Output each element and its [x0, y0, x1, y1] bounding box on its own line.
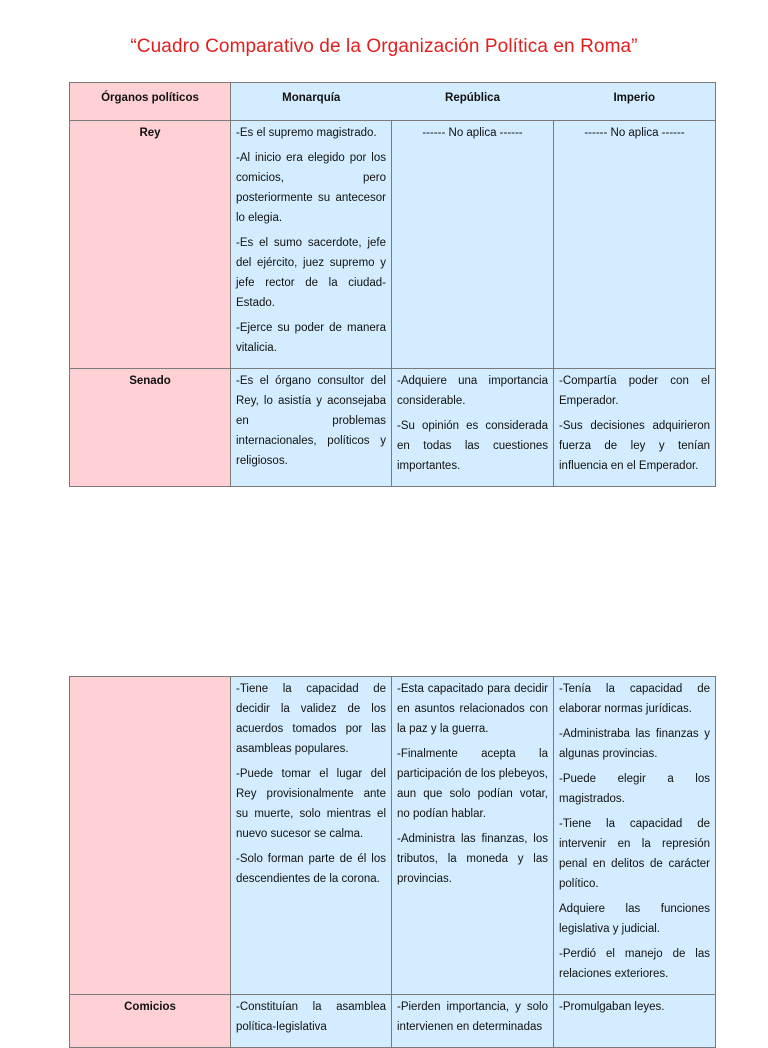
cell-paragraph: -Compartía poder con el Emperador. — [559, 375, 710, 407]
monarquia-cell — [231, 369, 392, 487]
republica-cell — [392, 677, 554, 995]
cell-paragraph: -Administraba las finanzas y algunas provincias. — [559, 728, 710, 760]
cell-paragraph: ------ No aplica ------ — [584, 127, 685, 139]
cell-paragraph: -Es el sumo sacerdote, jefe del ejército, juez supremo y jefe rector de la ciudad-Estado. — [236, 237, 386, 309]
cell-paragraph: -Puede elegir a los magistrados. — [559, 773, 710, 805]
cell-paragraph: ------ No aplica ------ — [422, 127, 523, 139]
cell-paragraph: -Su opinión es considerada en todas las cuestiones importantes. — [397, 420, 548, 472]
cell-paragraph: -Administra las finanzas, los tributos, la moneda y las provincias. — [397, 833, 548, 885]
imperio-cell — [554, 121, 716, 369]
header-imperio: Imperio — [554, 83, 716, 121]
cell-paragraph: Adquiere las funciones legislativa y judicial. — [559, 903, 710, 935]
cell-paragraph: -Ejerce su poder de manera vitalicia. — [236, 322, 386, 354]
cell-paragraph: -Es el órgano consultor del Rey, lo asistía y aconsejaba en problemas internacionales, políticos y religiosos. — [236, 375, 386, 467]
monarquia-cell — [231, 121, 392, 369]
cell-paragraph: -Es el supremo magistrado. — [236, 127, 377, 139]
table-row — [70, 995, 716, 1048]
monarquia-cell — [231, 677, 392, 995]
table-header-row — [70, 83, 716, 121]
cell-paragraph: -Puede tomar el lugar del Rey provisionalmente ante su muerte, solo mientras el nuevo sucesor se calma. — [236, 768, 386, 840]
organ-cell: Comicios — [70, 995, 231, 1048]
imperio-cell — [554, 995, 716, 1048]
cell-paragraph: -Perdió el manejo de las relaciones exteriores. — [559, 948, 710, 980]
cell-paragraph: -Adquiere una importancia considerable. — [397, 375, 548, 407]
cell-paragraph: -Tenía la capacidad de elaborar normas jurídicas. — [559, 683, 710, 715]
cell-paragraph: -Sus decisiones adquirieron fuerza de ley y tenían influencia en el Emperador. — [559, 420, 710, 472]
cell-paragraph: -Constituían la asamblea política-legislativa — [236, 1001, 386, 1033]
republica-cell — [392, 121, 554, 369]
republica-cell — [392, 995, 554, 1048]
comparison-table-part-1 — [69, 82, 716, 487]
organ-cell: Senado — [70, 369, 231, 487]
header-republica: República — [392, 83, 554, 121]
organ-cell — [70, 677, 231, 995]
cell-paragraph: -Finalmente acepta la participación de los plebeyos, aun que solo podían votar, no podían hablar. — [397, 748, 548, 820]
cell-paragraph: -Tiene la capacidad de decidir la validez de los acuerdos tomados por las asambleas populares. — [236, 683, 386, 755]
cell-paragraph: -Esta capacitado para decidir en asuntos relacionados con la paz y la guerra. — [397, 683, 548, 735]
document-title: “Cuadro Comparativo de la Organización Política en Roma” — [130, 36, 638, 57]
republica-cell — [392, 369, 554, 487]
cell-paragraph: -Solo forman parte de él los descendientes de la corona. — [236, 853, 386, 885]
organ-cell: Rey — [70, 121, 231, 369]
monarquia-cell — [231, 995, 392, 1048]
table-row — [70, 121, 716, 369]
header-monarquia: Monarquía — [231, 83, 392, 121]
imperio-cell — [554, 677, 716, 995]
cell-paragraph: -Promulgaban leyes. — [559, 1001, 665, 1013]
table-row — [70, 369, 716, 487]
table-row — [70, 677, 716, 995]
comparison-table-part-2 — [69, 676, 716, 1048]
cell-paragraph: -Pierden importancia, y solo intervienen en determinadas — [397, 1001, 548, 1033]
header-organos: Órganos políticos — [70, 83, 231, 121]
cell-paragraph: -Tiene la capacidad de intervenir en la represión penal en delitos de carácter político. — [559, 818, 710, 890]
cell-paragraph: -Al inicio era elegido por los comicios, pero posteriormente su antecesor lo elegia. — [236, 152, 386, 224]
imperio-cell — [554, 369, 716, 487]
